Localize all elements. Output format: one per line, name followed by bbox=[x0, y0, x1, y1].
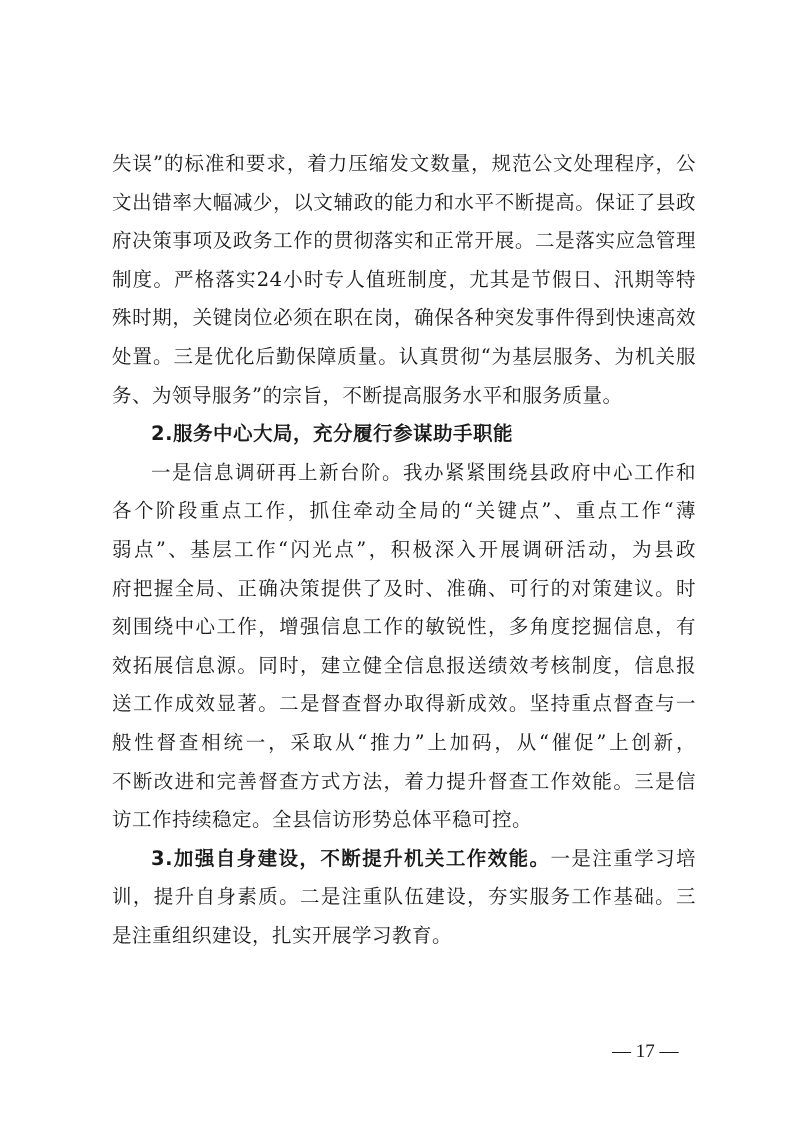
paragraph-line: 是注重组织建设，扎实开展学习教育。 bbox=[112, 923, 453, 947]
paragraph-line: 一是信息调研再上新台阶。我办紧紧围绕县政府中心工作和 bbox=[151, 460, 696, 484]
section-heading-3: 3.加强自身建设，不断提升机关工作效能。 bbox=[151, 846, 551, 870]
paragraph-line: 般性督查相统一，采取从“推力”上加码，从“催促”上创新， bbox=[112, 730, 696, 754]
paragraph-line: 访工作持续稳定。全县信访形势总体平稳可控。 bbox=[112, 808, 533, 832]
paragraph-line: 文出错率大幅减少，以文辅政的能力和水平不断提高。保证了县政 bbox=[112, 190, 696, 214]
paragraph-line bbox=[112, 840, 696, 879]
paragraph-line: 各个阶段重点工作，抓住牵动全局的“关键点”、重点工作“薄 bbox=[112, 499, 696, 523]
paragraph-line: 失误”的标准和要求，着力压缩发文数量，规范公文处理程序，公 bbox=[112, 152, 696, 175]
paragraph-line: 训，提升自身素质。二是注重队伍建设，夯实服务工作基础。三 bbox=[112, 885, 696, 909]
paragraph-line: 制度。严格落实24小时专人值班制度，尤其是节假日、汛期等特 bbox=[112, 267, 696, 291]
paragraph-line: 府把握全局、正确决策提供了及时、准确、可行的对策建议。时 bbox=[112, 576, 696, 600]
section-heading-2: 2.服务中心大局，充分履行参谋助手职能 bbox=[151, 422, 513, 446]
paragraph-line: 不断改进和完善督查方式方法，着力提升督查工作效能。三是信 bbox=[112, 769, 696, 793]
paragraph-line: 府决策事项及政务工作的贯彻落实和正常开展。二是落实应急管理 bbox=[112, 229, 696, 253]
body-text bbox=[112, 145, 696, 955]
paragraph-line: 殊时期，关键岗位必须在职在岗，确保各种突发事件得到快速高效 bbox=[112, 306, 696, 330]
paragraph-line: 刻围绕中心工作，增强信息工作的敏锐性，多角度挖掘信息，有 bbox=[112, 615, 696, 639]
page-number: — 17 — bbox=[612, 1041, 679, 1062]
paragraph-line: 务、为领导服务”的宗旨，不断提高服务水平和服务质量。 bbox=[112, 383, 623, 407]
paragraph-text: 一是注重学习培 bbox=[550, 846, 696, 870]
paragraph-line: 效拓展信息源。同时，建立健全信息报送绩效考核制度，信息报 bbox=[112, 653, 696, 677]
paragraph-line: 送工作成效显著。二是督查督办取得新成效。坚持重点督查与一 bbox=[112, 692, 696, 716]
paragraph-line: 处置。三是优化后勤保障质量。认真贯彻“为基层服务、为机关服 bbox=[112, 344, 696, 368]
paragraph-line: 弱点”、基层工作“闪光点”，积极深入开展调研活动，为县政 bbox=[112, 537, 696, 561]
